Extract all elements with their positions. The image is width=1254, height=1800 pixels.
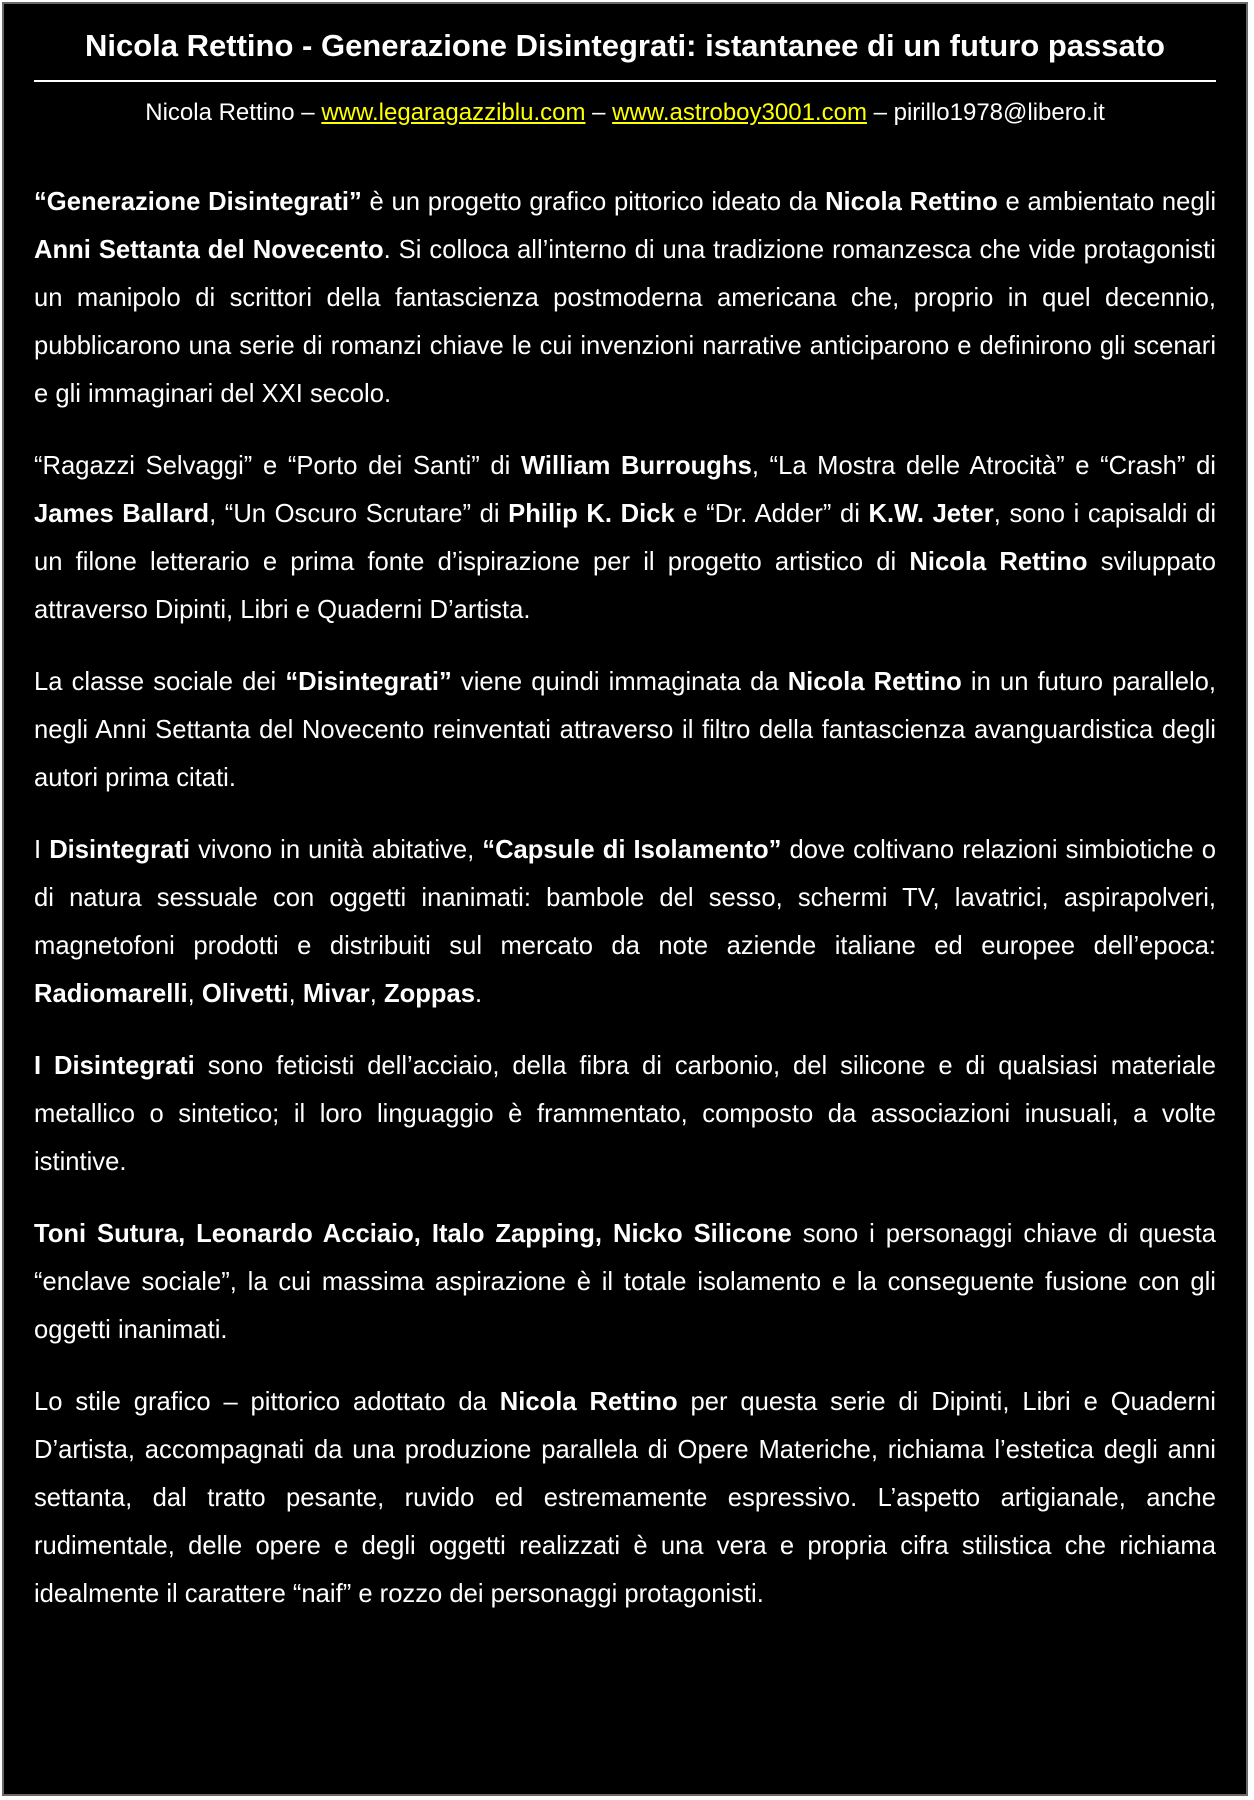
website-link-legaragazziblu[interactable]: www.legaragazziblu.com — [321, 99, 586, 126]
separator: – — [294, 99, 322, 126]
website-link-astroboy3001[interactable]: www.astroboy3001.com — [612, 99, 867, 126]
bold-text: I Disintegrati — [34, 1052, 195, 1080]
paragraph-2 — [34, 442, 1216, 634]
text: sono feticisti dell’acciaio, della fibra di carbonio, del silicone e di qualsiasi materiale metallico o sintetico; il loro linguaggio è frammentato, composto da associazioni inusuali, a volte istintive. — [34, 1052, 1216, 1176]
paragraph-5 — [34, 1042, 1216, 1186]
text: in un futuro parallelo, negli Anni Settanta del Novecento reinventati attraverso il filtro della fantascienza avanguardistica degli autori prima citati. — [34, 668, 1217, 792]
separator: – — [585, 99, 613, 126]
bold-text: Olivetti — [201, 980, 289, 1008]
bold-text: Disintegrati — [49, 836, 190, 864]
text: , — [187, 980, 202, 1008]
text: vivono in unità abitative, — [190, 836, 483, 864]
title-divider — [34, 80, 1216, 82]
text: , — [288, 980, 303, 1008]
email-address: pirillo1978@libero.it — [893, 99, 1105, 126]
text: Lo stile grafico – pittorico adottato da — [34, 1388, 500, 1416]
paragraph-3 — [34, 658, 1216, 802]
text: dove coltivano relazioni simbiotiche o di natura sessuale con oggetti inanimati: bambole del sesso, schermi TV, lavatrici, aspirapolveri, magnetofoni prodotti e distribuiti sul mercato da note aziende italiane ed europee dell’epoca: — [34, 836, 1216, 960]
bold-text: Nicola Rettino — [825, 188, 998, 216]
text: I — [34, 836, 50, 864]
text: viene quindi immaginata da — [451, 668, 788, 696]
text: “Ragazzi Selvaggi” e “Porto dei Santi” di — [34, 452, 521, 480]
text: , “Un Oscuro Scrutare” di — [209, 500, 509, 528]
bold-text: Nicola Rettino — [499, 1388, 678, 1416]
text: e ambientato negli — [997, 188, 1217, 216]
paragraph-7 — [34, 1378, 1216, 1618]
bold-text: Nicola Rettino — [909, 548, 1088, 576]
document-body — [34, 178, 1216, 1618]
bold-text: Nicola Rettino — [787, 668, 962, 696]
paragraph-6 — [34, 1210, 1216, 1354]
bold-text: Philip K. Dick — [508, 500, 675, 528]
text: per questa serie di Dipinti, Libri e Quaderni D’artista, accompagnati da una produzione parallela di Opere Materiche, richiama l’estetica degli anni settanta, dal tratto pesante, ruvido ed estremamente espressivo. L’aspetto artigianale, anche rudimentale, delle opere e degli oggetti realizzati è una vera e propria cifra stilistica che richiama idealmente il carattere “naif” e rozzo dei personaggi protagonisti. — [34, 1388, 1216, 1608]
document-title: Nicola Rettino - Generazione Disintegrati: istantanee di un futuro passato — [85, 28, 1165, 63]
bold-text: “Capsule di Isolamento” — [482, 836, 782, 864]
paragraph-4 — [34, 826, 1216, 1018]
bold-text: William Burroughs — [521, 452, 752, 480]
text: La classe sociale dei — [34, 668, 286, 696]
text: sono i personaggi chiave di questa “enclave sociale”, la cui massima aspirazione è il totale isolamento e la conseguente fusione con gli oggetti inanimati. — [34, 1220, 1217, 1344]
bold-text: Zoppas — [383, 980, 475, 1008]
text: , — [369, 980, 384, 1008]
text: . Si colloca all’interno di una tradizione romanzesca che vide protagonisti un manipolo di scrittori della fantascienza postmoderna americana che, proprio in quel decennio, pubblicarono una serie di romanzi chiave le cui invenzioni narrative anticiparono e definirono gli scenari e gli immaginari del XXI secolo. — [34, 236, 1216, 408]
bold-text: K.W. Jeter — [868, 500, 994, 528]
bold-text: Mivar — [302, 980, 370, 1008]
text: , “La Mostra delle Atrocità” e “Crash” di — [751, 452, 1216, 480]
separator: – — [866, 99, 894, 126]
bold-text: James Ballard — [34, 500, 210, 528]
bold-text: “Generazione Disintegrati” — [34, 188, 362, 216]
text: , sono i capisaldi di un filone letterario e prima fonte d’ispirazione per il progetto artistico di — [34, 500, 1216, 576]
bold-text: Toni Sutura, Leonardo Acciaio, Italo Zapping, Nicko Silicone — [34, 1220, 792, 1248]
bold-text: Radiomarelli — [34, 980, 188, 1008]
document-sheet — [2, 2, 1248, 1796]
contact-line — [34, 96, 1216, 130]
text: . — [474, 980, 483, 1008]
text: è un progetto grafico pittorico ideato da — [361, 188, 826, 216]
text: sviluppato attraverso Dipinti, Libri e Quaderni D’artista. — [34, 548, 1217, 624]
paragraph-1 — [34, 178, 1216, 418]
bold-text: “Disintegrati” — [285, 668, 452, 696]
bold-text: Anni Settanta del Novecento — [34, 236, 384, 264]
text: e “Dr. Adder” di — [674, 500, 869, 528]
author-name: Nicola Rettino — [145, 99, 295, 126]
